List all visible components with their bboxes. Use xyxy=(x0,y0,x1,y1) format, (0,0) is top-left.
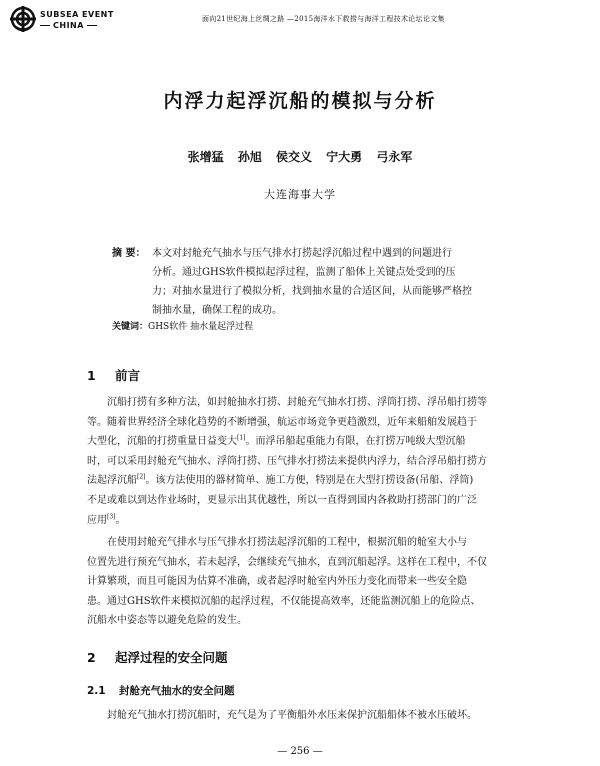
text-line: 位置先进行预充气抽水，若未起浮，会继续充气抽水，直到沉船起浮。这样在工程中，不仅 xyxy=(87,556,487,568)
intro-paragraph-2 xyxy=(87,533,545,631)
citation-ref: [2] xyxy=(137,474,146,482)
text-fragment: 法起浮沉船 xyxy=(87,475,137,487)
text-line: 患。通过GHS软件来模拟沉船的起浮过程，不仅能提高效率，还能监测沉船上的危险点、 xyxy=(87,595,481,607)
abstract-line: 本文对封舱充气抽水与压气排水打捞起浮沉船过程中遇到的问题进行 xyxy=(152,248,452,259)
logo-text xyxy=(40,9,114,31)
text-line xyxy=(87,471,545,491)
logo-line-2: CHINA xyxy=(53,21,84,30)
abstract-line: 力；对抽水量进行了模拟分析，找到抽水量的合适区间，从而能够严格控 xyxy=(152,286,472,297)
section-number: 1 xyxy=(87,368,96,383)
page-number: — 256 — xyxy=(277,746,323,757)
citation-ref: [1] xyxy=(237,434,246,442)
section-number: 2 xyxy=(87,650,96,665)
abstract-label: 摘 要： xyxy=(112,248,146,259)
abstract-line: 分析。通过GHS软件模拟起浮过程，监测了船体上关键点处受到的压 xyxy=(152,267,456,278)
affiliation: 大连海事大学 xyxy=(264,188,336,201)
text-fragment: 大型化，沉船的打捞重量日益变大 xyxy=(87,436,237,448)
intro-paragraph-1 xyxy=(87,393,545,530)
subsection-number: 2.1 xyxy=(87,685,106,697)
text-fragment: 应用 xyxy=(87,514,107,526)
citation-ref: [3] xyxy=(107,513,116,521)
section-heading-1 xyxy=(87,366,140,384)
running-head: 面向21世纪海上丝绸之路 —2015海洋水下救捞与海洋工程技术论坛论文集 xyxy=(202,15,445,23)
text-line: 计算繁琐，而且可能因为估算不准确，或者起浮时舱室内外压力变化而带来一些安全隐 xyxy=(87,576,467,588)
abstract-line: 制抽水量，确保工程的成功。 xyxy=(152,305,282,316)
logo-line-1: SUBSEA EVENT xyxy=(40,10,114,19)
section-title: 前言 xyxy=(115,368,141,383)
text-line: 封舱充气抽水打捞沉船时，充气是为了平衡船外水压来保护沉船船体不被水压破坏。 xyxy=(107,710,477,721)
text-line: 等。随着世界经济全球化趋势的不断增强，航运市场竞争更趋激烈，近年来船舶发展趋于 xyxy=(87,416,477,428)
subsection-heading-2-1 xyxy=(87,683,235,698)
paper-title: 内浮力起浮沉船的模拟与分析 xyxy=(163,90,437,112)
text-line xyxy=(87,432,545,452)
text-fragment: 。该方法使用的器材简单、施工方便，特别是在大型打捞设备(吊船、浮筒) xyxy=(145,475,474,487)
keywords-label: 关键词： xyxy=(112,322,149,332)
text-fragment: 。而浮吊船起重能力有限，在打捞万吨级大型沉船 xyxy=(245,436,466,448)
section-heading-2 xyxy=(87,648,228,666)
section-2-1-paragraph xyxy=(87,706,545,726)
text-line: 在使用封舱充气排水与压气排水打捞法起浮沉船的工程中，根据沉船的舱室大小与 xyxy=(107,537,467,548)
text-line: 沉船水中姿态等以避免危险的发生。 xyxy=(87,615,247,627)
abstract xyxy=(112,244,542,320)
text-line: 不足或难以到达作业场时，更显示出其优越性，所以一直得到国内各救助打捞部门的广泛 xyxy=(87,494,477,506)
subsection-title: 封舱充气抽水的安全问题 xyxy=(119,685,235,697)
text-line: 时，可以采用封舱充气抽水、浮筒打捞、压气排水打捞法来提供内浮力，结合浮吊船打捞方 xyxy=(87,455,487,467)
section-title: 起浮过程的安全问题 xyxy=(115,650,228,665)
author-list: 张增猛 孙旭 侯交义 宁大勇 弓永军 xyxy=(187,150,413,164)
text-line: 沉船打捞有多种方法，如封舱抽水打捞、封舱充气抽水打捞、浮筒打捞、浮吊船打捞等 xyxy=(107,397,487,408)
subsea-event-logo-icon xyxy=(10,6,36,32)
keywords-text: GHS软件 抽水量起浮过程 xyxy=(148,322,254,332)
text-line xyxy=(87,511,545,531)
page-header xyxy=(10,6,590,36)
text-fragment: 。 xyxy=(115,514,126,526)
keywords xyxy=(112,319,542,332)
